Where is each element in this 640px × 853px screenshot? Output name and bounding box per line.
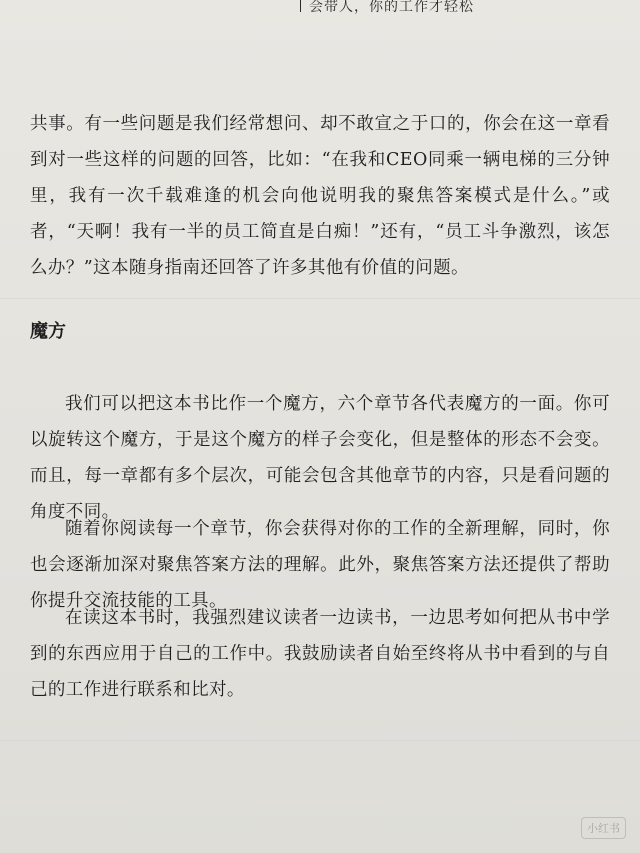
running-head-text: 会带人，你的工作才轻松	[309, 0, 474, 15]
header-divider	[300, 0, 301, 12]
running-head	[300, 0, 474, 14]
body-paragraph-1: 我们可以把这本书比作一个魔方，六个章节各代表魔方的一面。你可以旋转这个魔方，于是这个魔方的样子会变化，但是整体的形态不会变。而且，每一章都有多个层次，可能会包含其他章节的内容，只是看问题的角度不同。	[30, 394, 610, 522]
body-paragraph-2: 随着你阅读每一个章节，你会获得对你的工作的全新理解，同时，你也会逐渐加深对聚焦答案方法的理解。此外，聚焦答案方法还提供了帮助你提升交流技能的工具。	[30, 519, 610, 611]
intro-paragraph: 共事。有一些问题是我们经常想问、却不敢宣之于口的，你会在这一章看到对一些这样的问题的回答，比如：“在我和CEO同乘一辆电梯的三分钟里，我有一次千载难逢的机会向他说明我的聚焦答案模式是什么。”或者，“天啊！我有一半的员工简直是白痴！”还有，“员工斗争激烈，该怎么办？”这本随身指南还回答了许多其他有价值的问题。	[30, 114, 610, 278]
watermark-logo: 小红书	[581, 817, 626, 839]
section-heading: 魔方	[30, 321, 66, 342]
show-through-line	[0, 298, 640, 299]
body-paragraph-3: 在读这本书时，我强烈建议读者一边读书，一边思考如何把从书中学到的东西应用于自己的工作中。我鼓励读者自始至终将从书中看到的与自己的工作进行联系和比对。	[30, 608, 610, 700]
show-through-line	[0, 740, 640, 741]
